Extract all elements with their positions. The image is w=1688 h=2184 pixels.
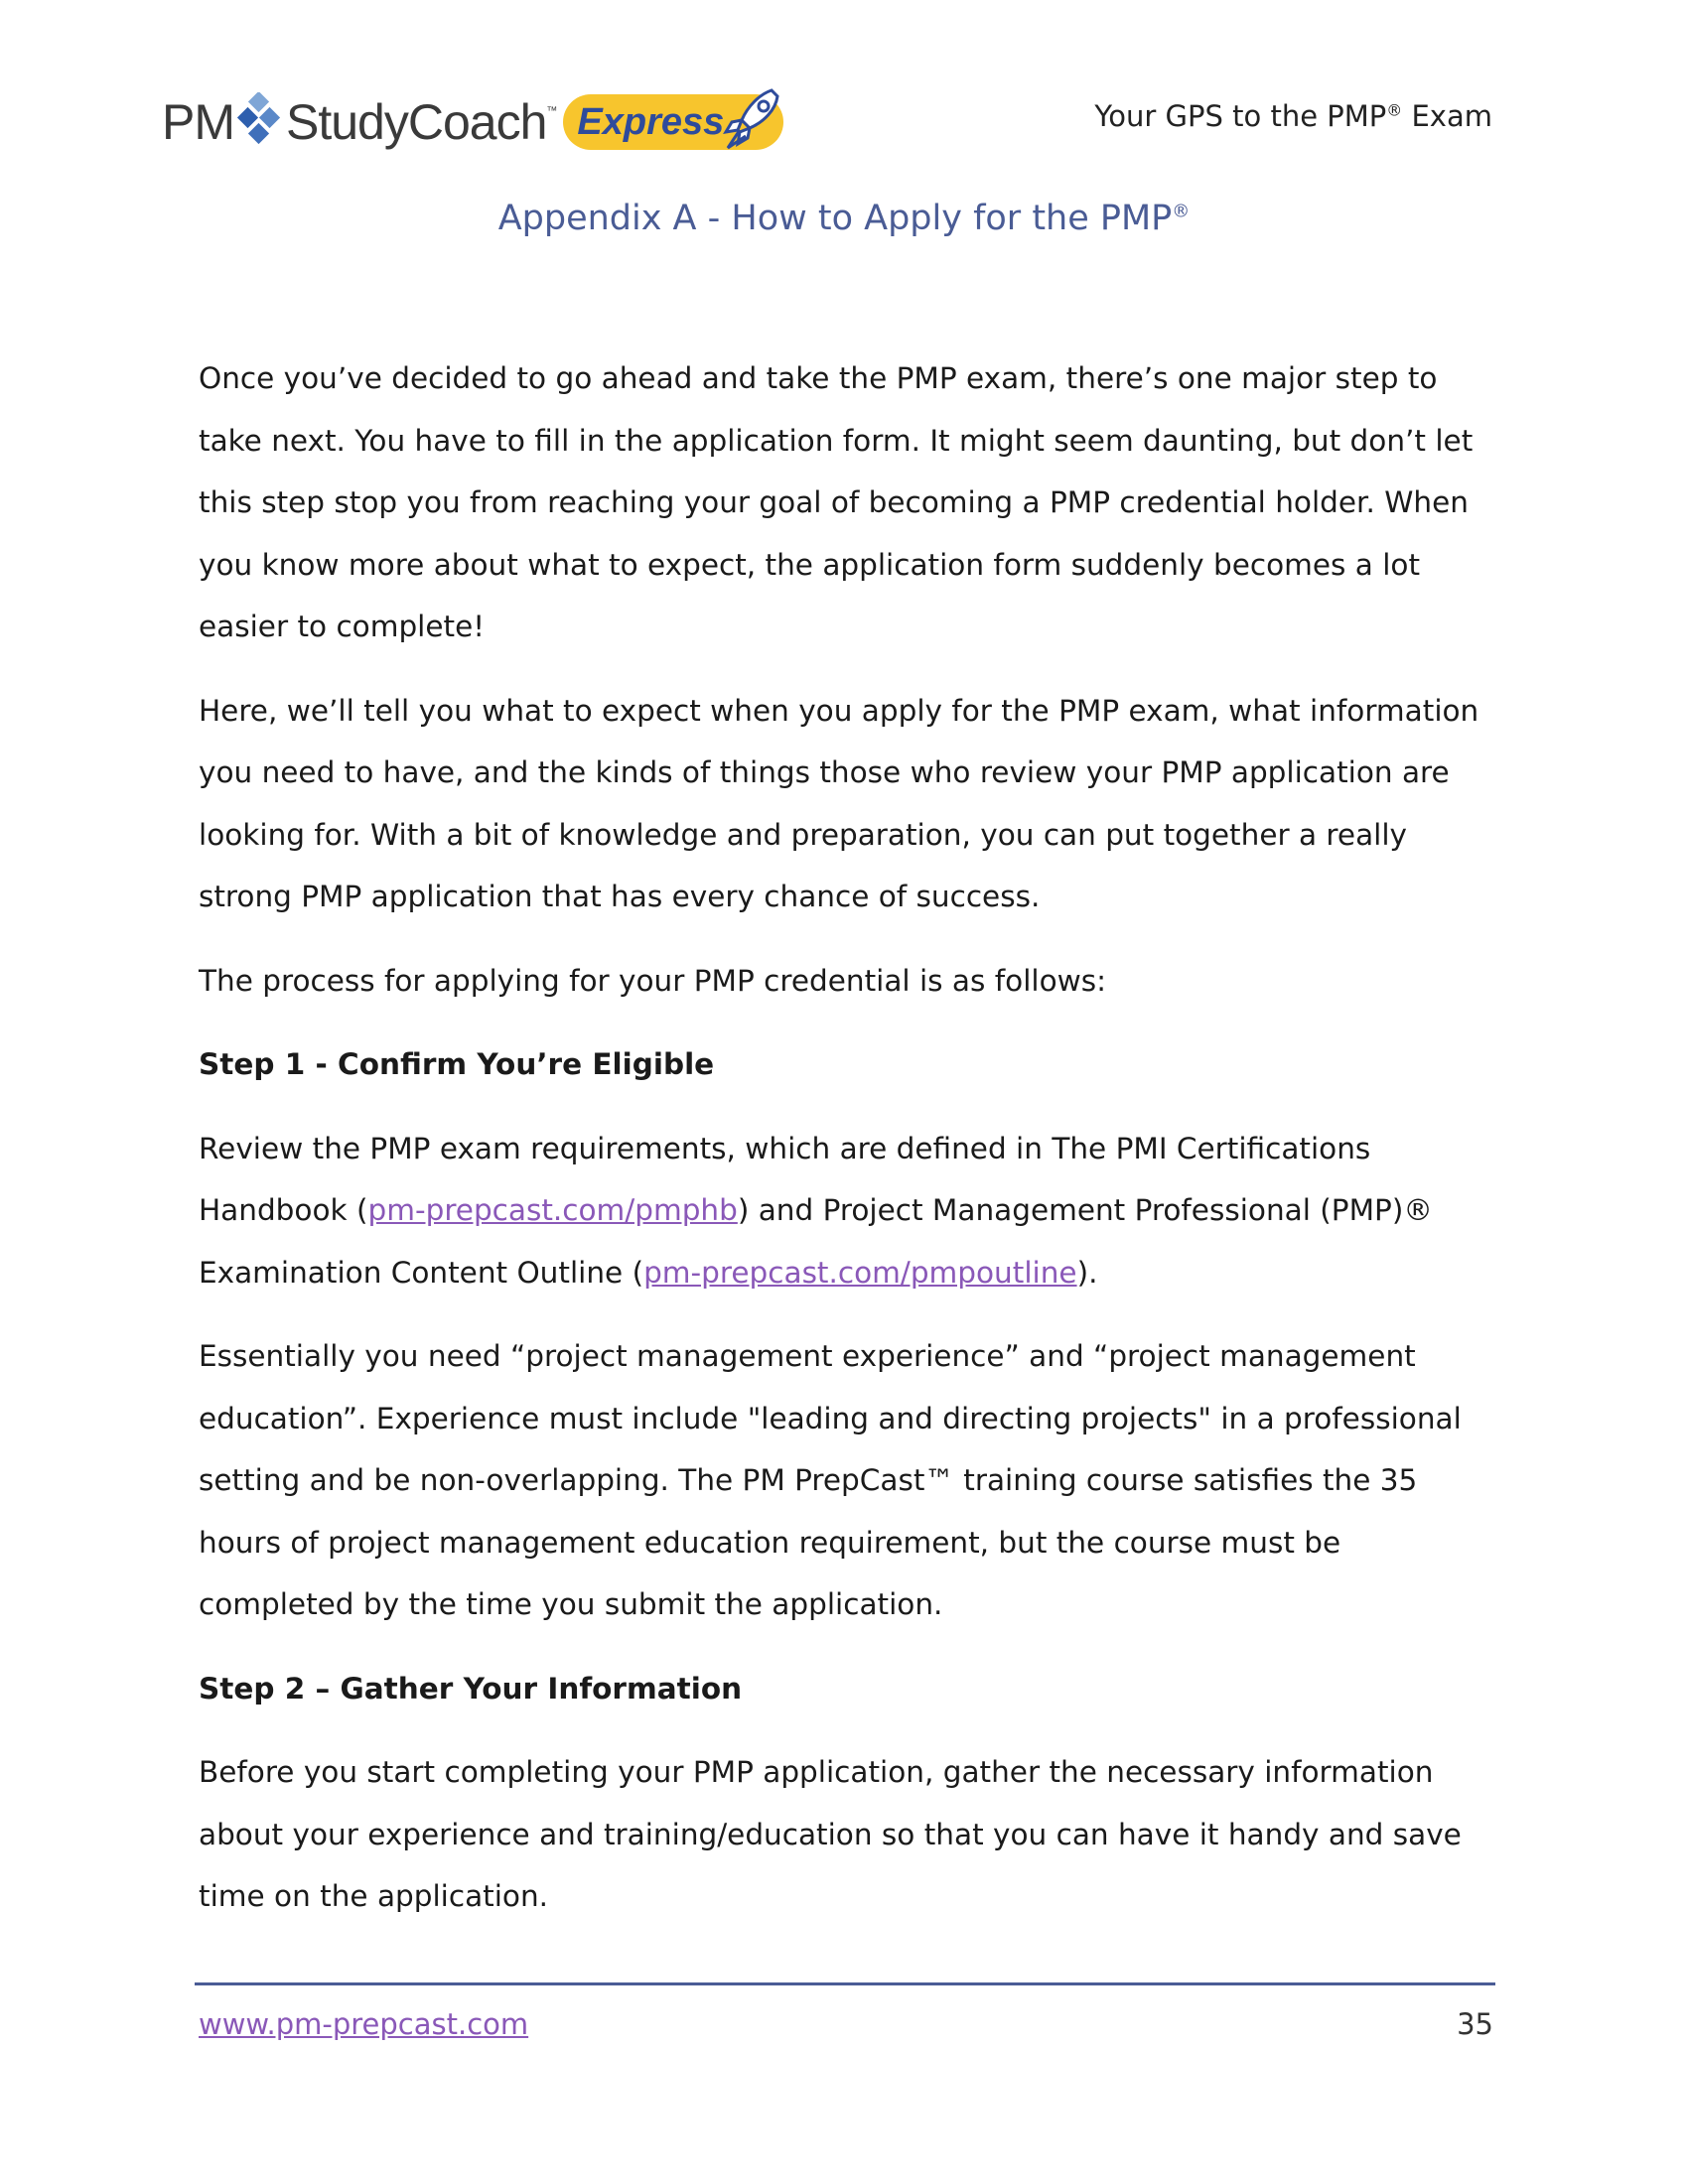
step1-text-a: Review the PMP exam requirements, which are defined in The PMI Certifications Handbook ( (199, 1131, 1371, 1227)
page-number: 35 (1457, 2007, 1493, 2041)
page-header (162, 81, 1492, 171)
logo-trademark: ™ (546, 105, 558, 117)
express-label: Express (577, 100, 725, 143)
express-badge (563, 94, 783, 150)
step1-paragraph-2: Essentially you need “project management experience” and “project management education”. Experience must include "leading and directing projects" in a professional setting and be non-overlapping. The PM PrepCast™ training course satisfies the 35 hours of project management education requirement, but the course must be completed by the time you submit the application. (199, 1339, 1462, 1621)
intro-paragraph-1: Once you’ve decided to go ahead and take the PMP exam, there’s one major step to take next. You have to fill in the application form. It might seem daunting, but don’t let this step stop you from reaching your goal of becoming a PMP credential holder. When you know more about what to expect, the application form suddenly becomes a lot easier to complete! (199, 361, 1474, 643)
document-body (199, 347, 1499, 1950)
page-title-text: Appendix A - How to Apply for the PMP (497, 199, 1173, 238)
diamond-cluster-icon (236, 92, 282, 152)
footer-website-link[interactable]: www.pm-prepcast.com (199, 2007, 529, 2041)
step2-paragraph-1: Before you start completing your PMP application, gather the necessary information about your experience and training/education so that you can have it handy and save time on the application. (199, 1755, 1462, 1913)
pmphb-link[interactable]: pm-prepcast.com/pmphb (367, 1193, 738, 1227)
page-title (0, 199, 1688, 238)
footer-divider (195, 1982, 1495, 1985)
step1-text-c: ). (1076, 1255, 1098, 1290)
header-tagline (1094, 99, 1492, 133)
tagline-registered-mark: ® (1386, 100, 1403, 120)
pm-studycoach-express-logo (162, 87, 783, 157)
page-title-registered-mark: ® (1172, 201, 1191, 222)
intro-paragraph-2: Here, we’ll tell you what to expect when you apply for the PMP exam, what information you need to have, and the kinds of things those who review your PMP application are looking for. With a bit of knowledge and preparation, you can put together a really strong PMP application that has every chance of success. (199, 693, 1479, 913)
step2-heading: Step 2 – Gather Your Information (199, 1671, 743, 1706)
tagline-tail: Exam (1402, 99, 1492, 133)
pmpoutline-link[interactable]: pm-prepcast.com/pmpoutline (643, 1255, 1077, 1290)
process-intro: The process for applying for your PMP credential is as follows: (199, 963, 1107, 998)
logo-studycoach-text: StudyCoach (286, 94, 547, 150)
step1-heading: Step 1 - Confirm You’re Eligible (199, 1047, 715, 1081)
tagline-text: Your GPS to the PMP (1094, 99, 1387, 133)
logo-pm-text: PM (162, 94, 234, 150)
rocket-icon (720, 86, 781, 156)
step1-text-b: ) and Project Management Professional (PMP)® Examination Content Outline ( (199, 1193, 1433, 1290)
step1-paragraph-1 (199, 1118, 1499, 1304)
